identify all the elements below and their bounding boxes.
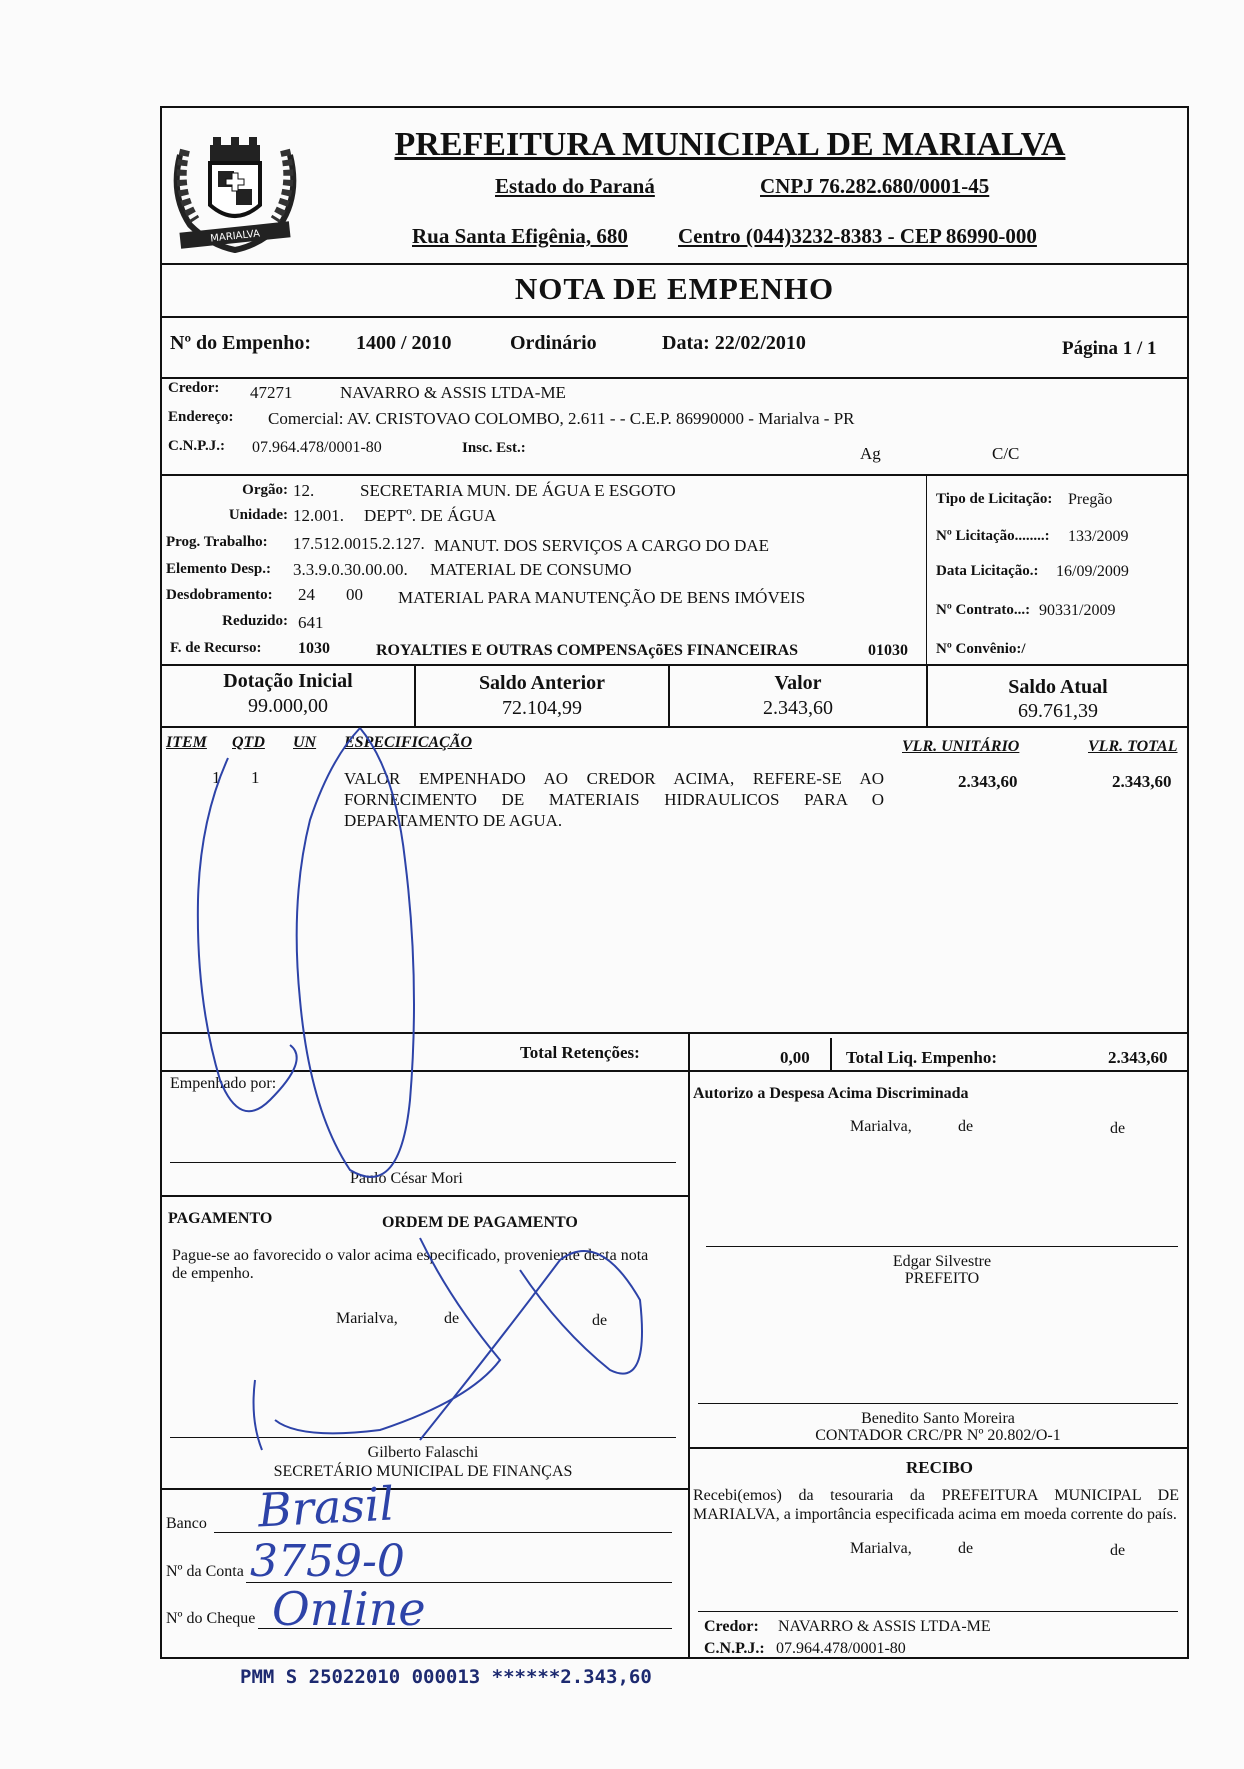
address-label: Endereço: [168,409,234,425]
divider [160,726,1189,728]
desdob-code2: 00 [346,585,363,604]
pagamento-city: Marialva, [336,1310,398,1327]
pagamento-label: PAGAMENTO [168,1210,273,1227]
divider [160,664,1189,666]
col-qtd-header: QTD [232,734,265,751]
col-item-header: ITEM [166,734,207,751]
desdob-name: MATERIAL PARA MANUTENÇÃO DE BENS IMÓVEIS [398,588,806,607]
orgao-name: SECRETARIA MUN. DE ÁGUA E ESGOTO [360,481,676,500]
empenhado-name: Paulo César Mori [350,1170,463,1187]
recibo-title: RECIBO [905,1458,974,1477]
num-licitacao: 133/2009 [1068,528,1129,545]
num-licitacao-label: Nº Licitação........: [936,528,1050,544]
divider [688,1070,690,1659]
autorizo-de2: de [1110,1120,1126,1137]
retencoes-value: 0,00 [780,1048,810,1067]
frame-bottom [160,1657,1189,1659]
item-number: 1 [212,768,221,787]
empenho-number-label: Nº do Empenho: [170,332,312,354]
divider [698,1611,1178,1612]
col-vlr-total-header: VLR. TOTAL [1088,738,1178,755]
liq-empenho-value: 2.343,60 [1108,1048,1168,1067]
col-un-header: UN [293,734,317,751]
saldo-anterior-label: Saldo Anterior [478,672,606,694]
recurso-label: F. de Recurso: [170,640,262,656]
prog-name: MANUT. DOS SERVIÇOS A CARGO DO DAE [434,536,770,555]
signature-stroke [198,758,297,1111]
frame-top [160,106,1189,108]
recurso-code: 1030 [298,640,330,657]
recibo-de2: de [1110,1542,1126,1559]
divider [160,1070,1189,1072]
coat-of-arms-emblem [160,115,310,265]
empenho-date: Data: 22/02/2010 [662,332,806,354]
insc-label: Insc. Est.: [462,440,526,456]
divider [926,474,927,664]
payment-stamp: PMM S 25022010 000013 ******2.343,60 [240,1666,652,1688]
saldo-atual-value: 69.761,39 [1018,700,1098,722]
divider [160,263,1189,265]
divider [698,1403,1178,1404]
reduzido-label: Reduzido: [222,613,288,629]
item-qtd: 1 [251,768,260,787]
divider [160,1488,688,1490]
ag-label: Ag [860,444,881,463]
contador-title: CONTADOR CRC/PR Nº 20.802/O-1 [815,1427,1061,1444]
credor-label: Credor: [168,380,220,396]
liq-empenho-label: Total Liq. Empenho: [846,1048,997,1067]
divider [160,377,1189,379]
cnpj-header: CNPJ 76.282.680/0001-45 [760,174,990,198]
divider [688,1032,690,1070]
banco-handwritten: Brasil [256,1476,396,1538]
district-phone-header: Centro (044)3232-8383 - CEP 86990-000 [678,224,1037,248]
divider [160,316,1189,318]
divider [688,1447,1189,1449]
autorizo-label: Autorizo a Despesa Acima Discriminada [693,1085,969,1102]
cheque-label: Nº do Cheque [166,1610,256,1627]
data-licitacao-label: Data Licitação.: [936,563,1039,579]
recurso-code2: 01030 [868,642,908,659]
prefeito-title: PREFEITO [904,1270,980,1287]
elemento-name: MATERIAL DE CONSUMO [430,560,632,579]
pagamento-text: Pague-se ao favorecido o valor acima especificado, proveniente desta nota de empenho. [172,1247,649,1282]
divider [830,1038,832,1070]
state-label: Estado do Paraná [495,174,655,198]
secretario-title: SECRETÁRIO MUNICIPAL DE FINANÇAS [273,1463,573,1480]
banco-label: Banco [166,1515,207,1532]
convenio-label: Nº Convênio:/ [936,641,1026,657]
pagamento-de1: de [444,1310,460,1327]
credor-address: Comercial: AV. CRISTOVAO COLOMBO, 2.611 - - C.E.P. 86990000 - Marialva - PR [268,409,855,428]
item-description: VALOR EMPENHADO AO CREDOR ACIMA, REFERE-SE AO FORNECIMENTO DE MATERIAIS HIDRAULICOS PARA O DEPARTAMENTO DE AGUA. [344,769,884,830]
desdob-code1: 24 [298,585,315,604]
tipo-licitacao: Pregão [1068,491,1113,508]
valor-label: Valor [774,672,822,694]
contrato-label: Nº Contrato...: [936,602,1031,618]
recibo-credor-label: Credor: [704,1618,759,1635]
retencoes-label: Total Retenções: [520,1043,640,1062]
data-licitacao: 16/09/2009 [1056,563,1129,580]
elemento-code: 3.3.9.0.30.00.00. [293,560,408,579]
divider [170,1437,676,1438]
orgao-code: 12. [293,481,315,500]
frame-left [160,106,162,1659]
elemento-label: Elemento Desp.: [166,561,271,577]
autorizo-de1: de [958,1118,974,1135]
prefeito-name: Edgar Silvestre [892,1253,992,1270]
frame-right [1187,106,1189,1659]
document-title: NOTA DE EMPENHO [514,271,835,306]
saldo-anterior-value: 72.104,99 [502,697,582,719]
ordem-pagamento-label: ORDEM DE PAGAMENTO [382,1214,578,1231]
col-vlr-unit-header: VLR. UNITÁRIO [902,738,1020,755]
contrato-value: 90331/2009 [1039,602,1116,619]
unidade-name: DEPTº. DE ÁGUA [364,506,497,525]
divider [160,474,1189,476]
col-espec-header: ESPECIFICAÇÃO [344,734,473,751]
valor-value: 2.343,60 [763,697,833,719]
recurso-name: ROYALTIES E OUTRAS COMPENSAçõES FINANCEIRAS [376,642,799,659]
page-number: Página 1 / 1 [1062,338,1157,359]
dotacao-value: 99.000,00 [248,695,328,717]
credor-code: 47271 [250,383,293,402]
empenho-number: 1400 / 2010 [356,332,452,354]
item-total-price: 2.343,60 [1112,772,1172,791]
item-unit-price: 2.343,60 [958,772,1018,791]
divider [706,1246,1178,1247]
recibo-text: Recebi(emos) da tesouraria da PREFEITURA MUNICIPAL DE MARIALVA, a importância especificada acima em moeda corrente do país. [693,1487,1179,1523]
divider [160,1195,688,1197]
autorizo-city: Marialva, [850,1118,912,1135]
desdob-label: Desdobramento: [166,587,273,603]
pagamento-de2: de [592,1312,608,1329]
cc-label: C/C [992,444,1020,463]
recibo-cnpj: 07.964.478/0001-80 [776,1640,906,1657]
prog-code: 17.512.0015.2.127. [293,534,425,553]
recibo-credor: NAVARRO & ASSIS LTDA-ME [778,1618,991,1635]
conta-handwritten: 3759-0 [250,1536,405,1587]
credor-cnpj: 07.964.478/0001-80 [252,439,382,456]
dotacao-label: Dotação Inicial [223,670,353,692]
credor-name: NAVARRO & ASSIS LTDA-ME [340,383,566,402]
contador-name: Benedito Santo Moreira [861,1410,1015,1427]
unidade-code: 12.001. [293,506,344,525]
empenhado-label: Empenhado por: [170,1075,277,1092]
prog-label: Prog. Trabalho: [166,534,268,550]
orgao-label: Orgão: [242,482,288,498]
secretario-name: Gilberto Falaschi [367,1444,479,1461]
empenho-type: Ordinário [510,332,597,354]
divider [160,1032,1189,1034]
divider [170,1162,676,1163]
recibo-cnpj-label: C.N.P.J.: [704,1640,765,1657]
recibo-city: Marialva, [850,1540,912,1557]
conta-label: Nº da Conta [166,1563,244,1580]
saldo-atual-label: Saldo Atual [1008,676,1108,698]
municipality-title: PREFEITURA MUNICIPAL DE MARIALVA [394,126,1066,163]
tipo-licitacao-label: Tipo de Licitação: [936,491,1053,507]
recibo-de1: de [958,1540,974,1557]
address-header: Rua Santa Efigênia, 680 [412,224,628,248]
unidade-label: Unidade: [228,507,288,523]
reduzido-value: 641 [298,613,324,632]
svg-text:MARIALVA: MARIALVA [209,228,261,245]
cnpj-label: C.N.P.J.: [168,438,225,454]
cheque-handwritten: Online [272,1582,426,1636]
